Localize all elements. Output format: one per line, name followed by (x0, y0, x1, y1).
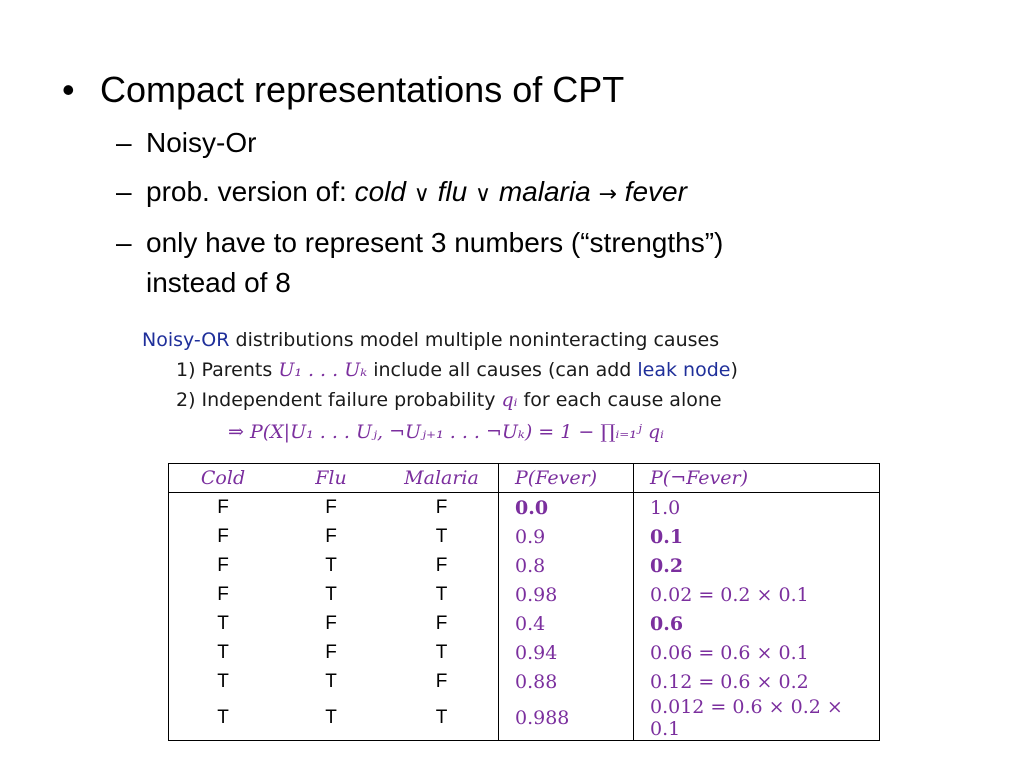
leak-node-term: leak node (637, 359, 731, 381)
cold-term: cold (354, 176, 406, 207)
table-row (169, 551, 880, 580)
cpt-table (168, 463, 880, 741)
or-symbol: ∨ (474, 182, 492, 207)
sub-bullet-text-line1: only have to represent 3 numbers (“strengths”) (146, 227, 724, 258)
noisy-or-item-2 (176, 386, 722, 415)
cell-cold: T (217, 641, 229, 663)
header-cold: Cold (169, 464, 278, 493)
sub-bullet-text-line2: instead of 8 (146, 267, 291, 298)
noisy-or-formula: ⇒ P(X|U₁ . . . Uⱼ, ¬Uⱼ₊₁ . . . ¬Uₖ) = 1 − ∏ᵢ₌₁ʲ qᵢ (228, 421, 664, 443)
main-bullet-text: Compact representations of CPT (100, 69, 625, 110)
table-row (169, 696, 880, 741)
cell-flu: T (325, 707, 337, 728)
cell-cold: F (217, 496, 229, 518)
noisy-or-item-1 (176, 356, 738, 385)
item1-suffix: ) (730, 359, 738, 381)
table-header-row (169, 464, 880, 493)
header-p-fever: P(Fever) (499, 464, 634, 493)
table-row (169, 609, 880, 638)
cell-flu: T (325, 670, 337, 692)
sub-bullet-text (146, 173, 687, 214)
table-row (169, 522, 880, 551)
cell-p-not-fever: 0.02 = 0.2 × 0.1 (634, 580, 880, 609)
malaria-term: malaria (498, 176, 591, 207)
cell-p-fever: 0.98 (499, 580, 634, 609)
table-row (169, 493, 880, 523)
cell-cold: T (217, 707, 229, 728)
cell-malaria: F (435, 612, 448, 634)
item1-prefix: 1) Parents (176, 359, 279, 381)
cell-flu: F (325, 525, 337, 547)
cell-cold: F (217, 583, 229, 605)
sub-bullet-marker: – (116, 227, 132, 258)
cell-malaria: F (435, 670, 448, 692)
cell-p-fever: 0.88 (499, 667, 634, 696)
parents-math: U₁ . . . Uₖ (278, 359, 368, 381)
cell-p-not-fever: 0.1 (634, 522, 880, 551)
header-malaria: Malaria (385, 464, 499, 493)
item2-prefix: 2) Independent failure probability (176, 389, 502, 411)
cell-cold: T (217, 612, 229, 634)
cell-malaria: T (435, 641, 448, 663)
cell-p-fever: 0.9 (499, 522, 634, 551)
header-p-not-fever: P(¬Fever) (634, 464, 880, 493)
header-flu: Flu (277, 464, 385, 493)
item1-middle: include all causes (can add (367, 359, 638, 381)
cell-cold: T (217, 670, 229, 692)
cell-flu: F (325, 641, 337, 663)
item2-suffix: for each cause alone (517, 389, 722, 411)
cell-p-not-fever: 0.6 (634, 609, 880, 638)
or-symbol: ∨ (413, 182, 430, 207)
cell-p-not-fever: 1.0 (634, 493, 880, 523)
implies-arrow: → (598, 182, 617, 207)
failure-prob-math: qᵢ (501, 389, 518, 411)
cell-p-not-fever: 0.12 = 0.6 × 0.2 (634, 667, 880, 696)
table-row (169, 580, 880, 609)
sub-bullet-marker: – (116, 127, 132, 158)
cell-malaria: F (435, 554, 448, 576)
cell-p-not-fever: 0.2 (634, 551, 880, 580)
table-row (169, 667, 880, 696)
cell-flu: F (325, 612, 337, 634)
cell-flu: T (325, 583, 337, 605)
cell-flu: F (325, 496, 337, 518)
cell-malaria: T (435, 525, 448, 547)
cell-cold: F (217, 554, 229, 576)
cell-malaria: T (435, 707, 448, 728)
cell-p-fever: 0.4 (499, 609, 634, 638)
flu-term: flu (437, 176, 468, 207)
noisy-or-highlight: Noisy-OR (142, 329, 230, 351)
cell-p-fever: 0.0 (499, 493, 634, 523)
sub-bullet-marker: – (116, 176, 132, 207)
cell-p-fever: 0.94 (499, 638, 634, 667)
cell-malaria: T (435, 583, 448, 605)
bullet-marker: • (62, 69, 75, 110)
cell-p-not-fever: 0.06 = 0.6 × 0.1 (634, 638, 880, 667)
noisy-or-title-rest: distributions model multiple noninteracting causes (229, 329, 720, 351)
prob-version-prefix: prob. version of: (146, 176, 355, 207)
cell-p-fever: 0.8 (499, 551, 634, 580)
cell-p-fever: 0.988 (499, 696, 634, 741)
fever-term: fever (624, 176, 687, 207)
sub-bullet-text: Noisy-Or (146, 127, 257, 158)
table-row (169, 638, 880, 667)
cell-p-not-fever: 0.012 = 0.6 × 0.2 × 0.1 (634, 696, 880, 741)
cell-cold: F (217, 525, 229, 547)
cell-flu: T (325, 554, 337, 576)
cell-malaria: F (435, 496, 448, 518)
noisy-or-title (142, 326, 719, 355)
